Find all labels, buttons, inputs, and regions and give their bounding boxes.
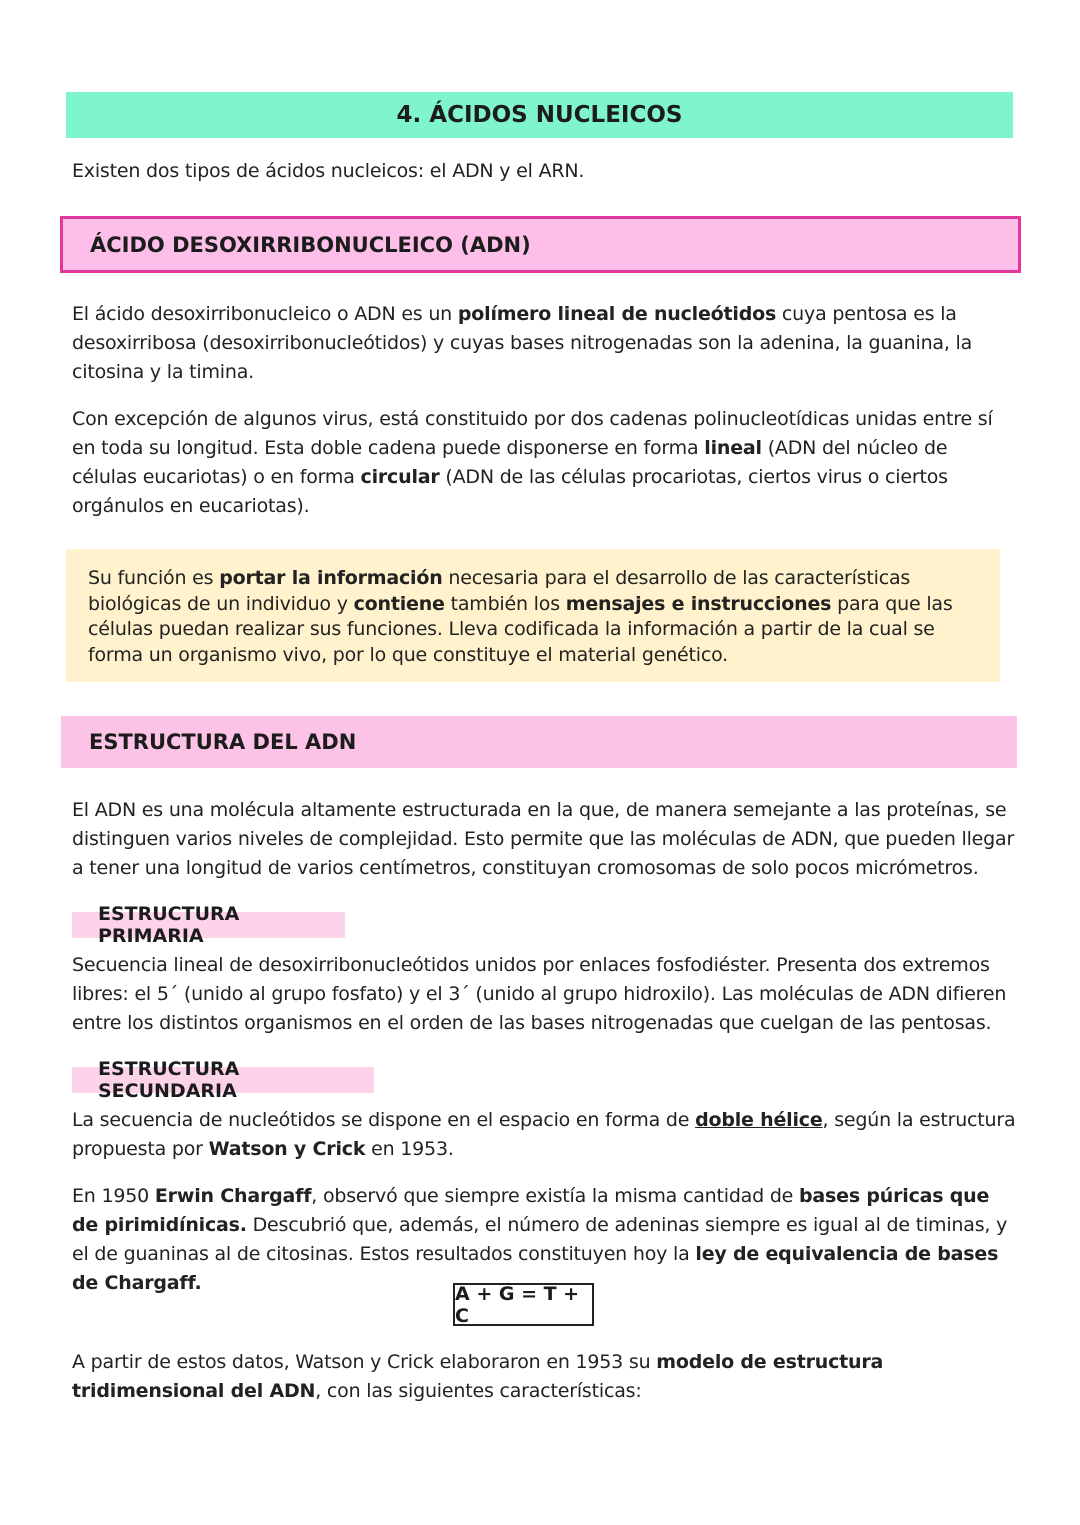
chargaff-paragraph: En 1950 Erwin Chargaff, observó que siempre existía la misma cantidad de bases púricas que de pirimidínicas. Descubrió que, además, el número de adeninas siempre es igual al de timinas, y el de guaninas al de citosinas. Estos resultados constituyen hoy la ley de equivalencia de bases de Chargaff. [72,1185,1008,1294]
primary-structure-paragraph: Secuencia lineal de desoxirribonucleótidos unidos por enlaces fosfodiéster. Presenta dos extremos libres: el 5´ (unido al grupo fosfato) y el 3´ (unido al grupo hidroxilo). Las moléculas de ADN difieren entre los distintos organismos en el orden de las bases nitrogenadas que cuelgan de las pentosas. [72,954,1007,1034]
section-title-banner [66,92,1013,138]
primary-structure-label: ESTRUCTURA PRIMARIA [72,912,345,938]
watson-crick-paragraph: A partir de estos datos, Watson y Crick elaboraron en 1953 su modelo de estructura tridimensional del ADN, con las siguientes características: [72,1351,884,1402]
adn-heading-box [60,216,1021,273]
adn-definition-paragraph: El ácido desoxirribonucleico o ADN es un polímero lineal de nucleótidos cuya pentosa es la desoxirribosa (desoxirribonucleótidos) y cuyas bases nitrogenadas son la adenina, la guanina, la citosina y la timina. [72,303,973,383]
chargaff-formula: A + G = T + C [455,1282,580,1327]
function-callout-text: Su función es portar la información necesaria para el desarrollo de las características biológicas de un individuo y contiene también los mensajes e instrucciones para que las células puedan realizar sus funciones. Lleva codificada la información a partir de la cual se forma un organismo vivo, por lo que constituye el material genético. [88,567,953,666]
secondary-structure-label: ESTRUCTURA SECUNDARIA [72,1067,374,1093]
adn-structure-paragraph: Con excepción de algunos virus, está constituido por dos cadenas polinucleotídicas unidas entre sí en toda su longitud. Esta doble cadena puede disponerse en forma lineal (ADN del núcleo de células eucariotas) o en forma circular (ADN de las células procariotas, ciertos virus o ciertos orgánulos en eucariotas). [72,408,993,517]
section-title: 4. ÁCIDOS NUCLEICOS [396,102,683,128]
adn-heading: ÁCIDO DESOXIRRIBONUCLEICO (ADN) [90,232,531,257]
intro-paragraph: Existen dos tipos de ácidos nucleicos: el ADN y el ARN. [72,160,585,182]
structure-heading-banner [61,716,1017,768]
function-callout [66,549,1000,682]
secondary-structure-paragraph: La secuencia de nucleótidos se dispone en el espacio en forma de doble hélice, según la estructura propuesta por Watson y Crick en 1953. [72,1109,1016,1160]
chargaff-formula-box [453,1283,594,1326]
structure-intro-paragraph: El ADN es una molécula altamente estructurada en la que, de manera semejante a las proteínas, se distinguen varios niveles de complejidad. Esto permite que las moléculas de ADN, que pueden llegar a tener una longitud de varios centímetros, constituyan cromosomas de solo pocos micrómetros. [72,799,1015,879]
structure-heading: ESTRUCTURA DEL ADN [89,730,357,754]
